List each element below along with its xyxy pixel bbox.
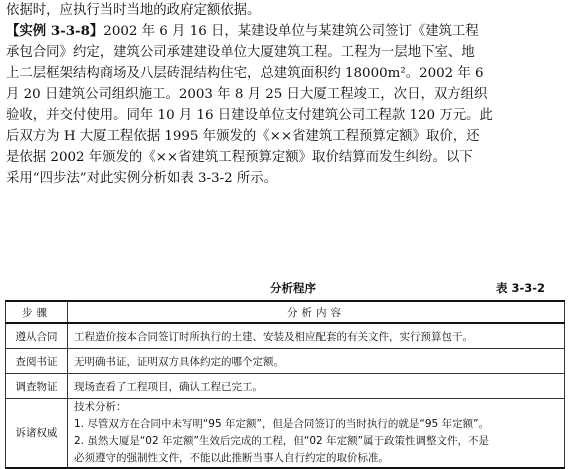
content-line: 1. 尽管双方在合同中未写明“95 年定额”，但是合同签订的当时执行的就是“95 年定额”。 — [74, 418, 490, 430]
paragraph-line-2 — [6, 21, 564, 42]
content-line: 2. 虽然大厦是“02 年定额”生效后完成的工程，但“02 年定额”属于政策性调整文件，不是 — [74, 435, 490, 447]
step-cell: 诉诸权威 — [6, 399, 68, 469]
table-row — [6, 399, 565, 469]
header-step: 步骤 — [6, 301, 68, 323]
paragraph-line-2-text: 2002 年 6 月 16 日，某建设单位与某建筑公司签订《建筑工程 — [103, 24, 479, 39]
paragraph-line-4: 上二层框架结构商场及八层砖混结构住宅，总建筑面积约 18000m²。2002 年 6 — [6, 66, 484, 81]
content-cell: 工程造价按本合同签订时所执行的土建、安装及相应配套的有关文件，实行预算包干。 — [68, 323, 565, 349]
case-label: 【实例 3-3-8】 — [6, 23, 104, 39]
header-content: 分析内容 — [68, 301, 565, 323]
table-row — [6, 374, 565, 399]
paragraph-line-5: 月 20 日建筑公司组织施工。2003 年 8 月 25 日大厦工程竣工，次日，双方组织 — [6, 87, 488, 102]
content-cell: 现场查看了工程项目，确认工程已完工。 — [68, 374, 565, 399]
table-row — [6, 349, 565, 374]
paragraph-line-6: 验收，并交付使用。同年 10 月 16 日建设单位支付建筑公司工程款 120 万元。此 — [6, 108, 493, 123]
step-cell: 查阅书证 — [6, 349, 68, 374]
table-caption — [0, 280, 570, 298]
paragraph-line-7: 后双方为 H 大厦工程依据 1995 年颁发的《××省建筑工程预算定额》取价，还 — [6, 129, 480, 144]
content-line: 必须遵守的强制性文件，不能以此推断当事人自行约定的取价标准。 — [74, 452, 389, 464]
step-cell: 调查物证 — [6, 374, 68, 399]
paragraph-line-8: 是依据 2002 年颁发的《××省建筑工程预算定额》取价结算而发生纠纷。以下 — [6, 150, 473, 165]
step-cell: 遵从合同 — [6, 323, 68, 349]
paragraph-line-9: 采用“四步法”对此实例分析如表 3-3-2 所示。 — [6, 171, 278, 186]
table-title: 分析程序 — [270, 281, 316, 295]
content-cell: 无明确书证，证明双方具体约定的哪个定额。 — [68, 349, 565, 374]
content-cell — [68, 399, 565, 469]
content-line: 技术分析： — [74, 401, 127, 413]
paragraph-line-1: 依据时，应执行当时当地的政府定额依据。 — [6, 3, 261, 18]
paragraph-line-3: 承包合同》约定，建筑公司承建建设单位大厦建筑工程。工程为一层地下室、地 — [6, 45, 475, 60]
table-row — [6, 323, 565, 349]
analysis-table — [5, 300, 565, 469]
table-header-row — [6, 301, 565, 323]
table-number: 表 3-3-2 — [496, 281, 546, 295]
